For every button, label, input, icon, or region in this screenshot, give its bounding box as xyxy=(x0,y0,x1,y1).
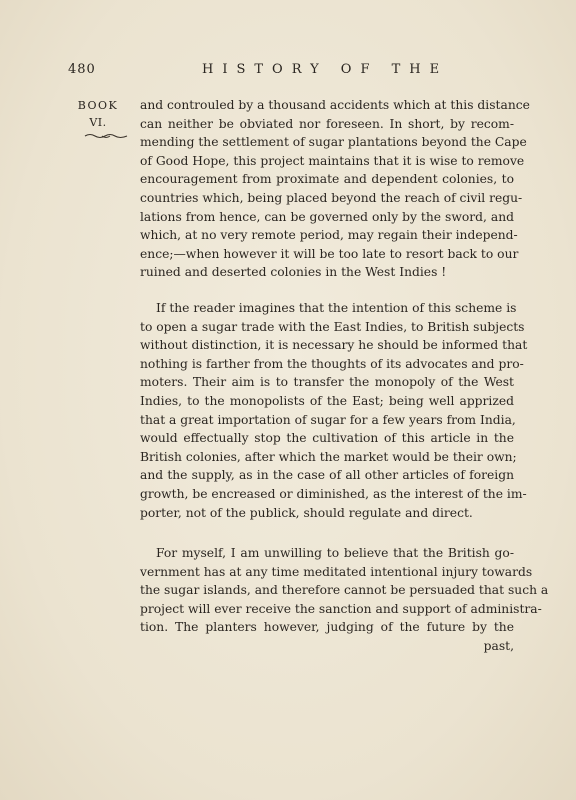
text-line: the sugar islands, and therefore cannot be persuaded that such a xyxy=(140,583,549,598)
catchword: past, xyxy=(483,638,514,653)
page-header xyxy=(0,62,576,82)
text-line: ruined and deserted colonies in the West Indies ! xyxy=(140,265,447,280)
text-line: would effectually stop the cultivation of this article in the xyxy=(140,431,514,446)
paragraph-2 xyxy=(140,299,528,522)
text-line: porter, not of the publick, should regulate and direct. xyxy=(140,505,473,520)
text-line: mending the settlement of sugar plantations beyond the Cape xyxy=(140,135,527,150)
text-line: ence;—when however it will be too late to resort back to our xyxy=(140,246,519,261)
text-line: vernment has at any time meditated intentional injury towards xyxy=(140,564,533,579)
text-line: countries which, being placed beyond the reach of civil regu- xyxy=(140,190,523,205)
text-line: that a great importation of sugar for a few years from India, xyxy=(140,412,516,427)
text-line: British colonies, after which the market would be their own; xyxy=(140,449,517,464)
running-head: HISTORY OF THE xyxy=(202,62,449,77)
text-line: tion. The planters however, judging of the future by the xyxy=(140,620,514,635)
text-line: moters. Their aim is to transfer the monopoly of the West xyxy=(140,375,514,390)
text-line: growth, be encreased or diminished, as the interest of the im- xyxy=(140,486,527,501)
paragraph-1 xyxy=(140,96,530,282)
flourish-ornament-icon xyxy=(84,132,128,140)
book-label: BOOK xyxy=(77,99,119,112)
text-line: to open a sugar trade with the East Indies, to British subjects xyxy=(140,319,525,334)
text-line: lations from hence, can be governed only by the sword, and xyxy=(140,209,514,224)
margin-note xyxy=(64,97,132,131)
text-line: nothing is farther from the thoughts of its advocates and pro- xyxy=(140,356,524,371)
text-line: which, at no very remote period, may regain their independ- xyxy=(140,228,518,243)
page-number: 480 xyxy=(68,62,96,77)
text-line: can neither be obviated nor foreseen. In short, by recom- xyxy=(140,116,514,131)
text-line: of Good Hope, this project maintains that it is wise to remove xyxy=(140,153,525,168)
text-line: without distinction, it is necessary he should be informed that xyxy=(140,338,528,353)
text-line: Indies, to the monopolists of the East; being well apprized xyxy=(140,393,514,408)
text-line: project will ever receive the sanction and support of administra- xyxy=(140,601,542,616)
paragraph-3 xyxy=(140,544,549,656)
text-line: encouragement from proximate and dependent colonies, to xyxy=(140,172,514,187)
text-line: and the supply, as in the case of all other articles of foreign xyxy=(140,468,514,483)
text-line: For myself, I am unwilling to believe that the British go- xyxy=(156,546,514,560)
volume-label: VI. xyxy=(89,116,107,129)
text-line: and controuled by a thousand accidents which at this distance xyxy=(140,98,530,112)
text-line: If the reader imagines that the intention of this scheme is xyxy=(156,301,517,315)
